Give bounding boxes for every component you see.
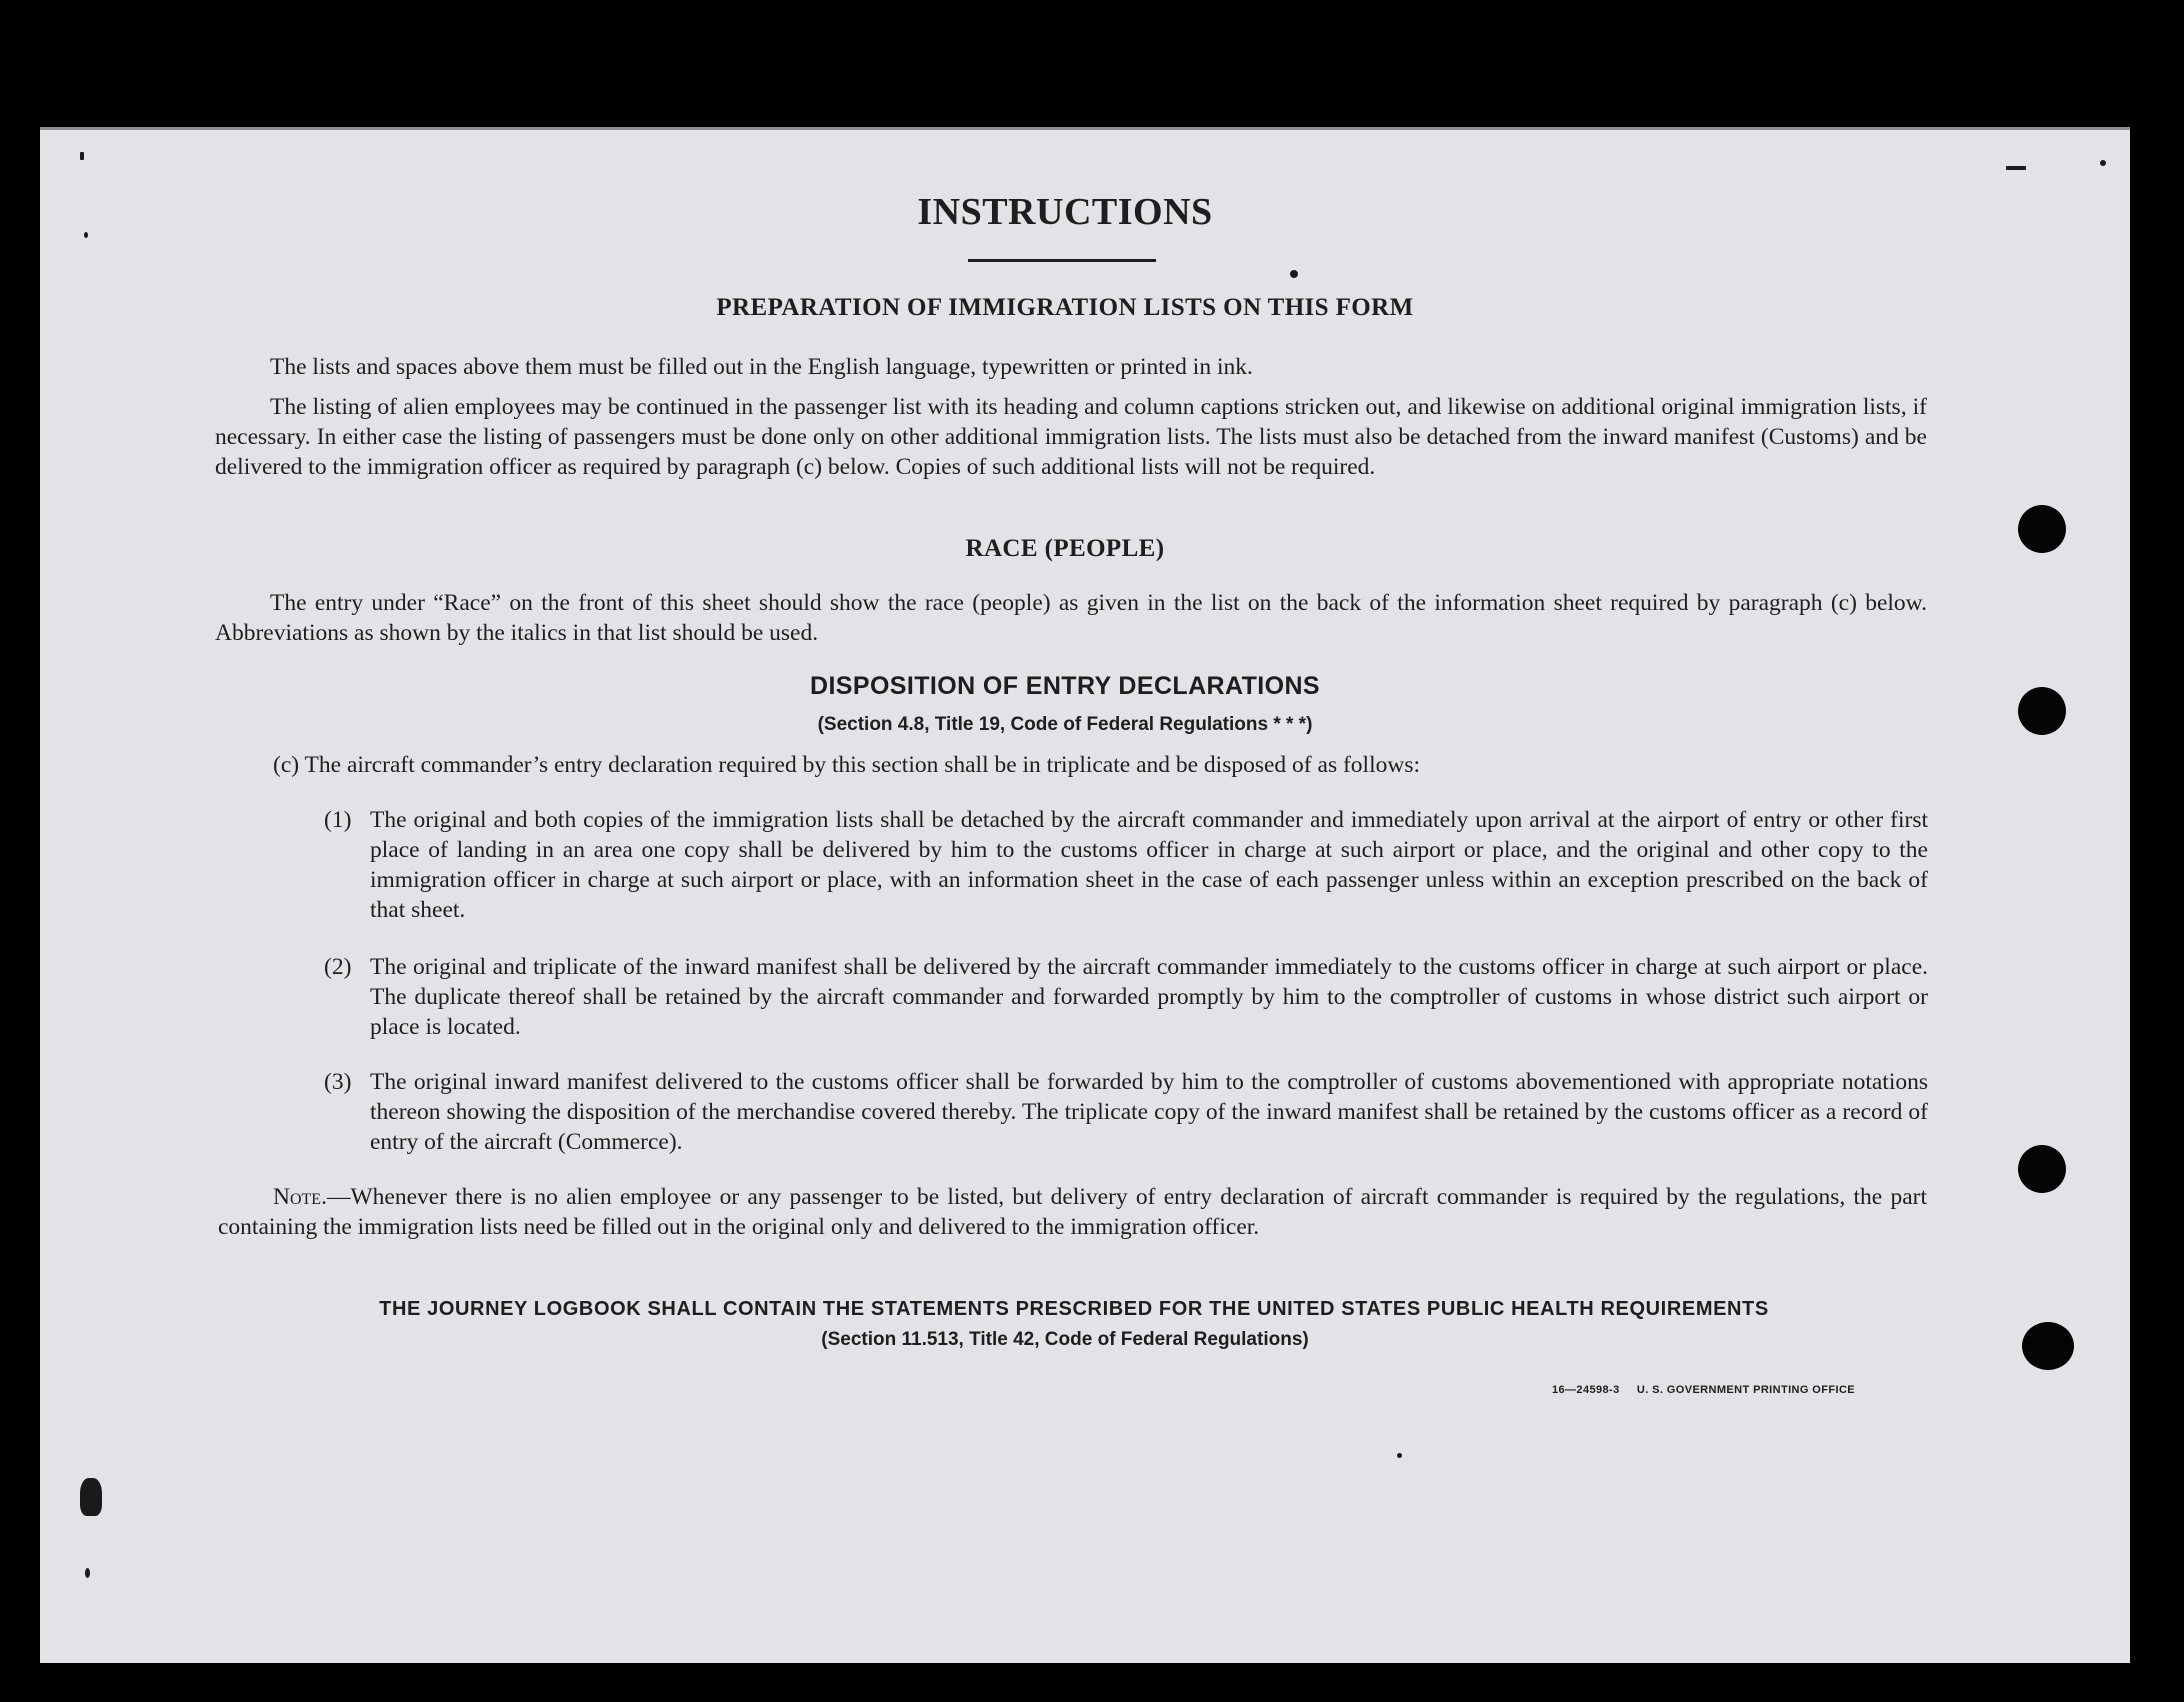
item-number-1: (1)	[324, 807, 352, 833]
page-title: INSTRUCTIONS	[917, 191, 1213, 233]
punch-hole-1	[2018, 505, 2066, 553]
ink-speck	[80, 152, 84, 160]
item-text-3	[370, 1067, 1928, 1157]
punch-hole-4	[2022, 1322, 2074, 1370]
punch-hole-3	[2018, 1145, 2066, 1193]
note-label: Note.	[273, 1184, 327, 1210]
race-paragraph: The entry under “Race” on the front of this sheet should show the race (people) as given in the list on the back of the information sheet required by paragraph (c) below. Abbreviations as shown by the italics in that list should be used.	[215, 590, 1927, 646]
item-text-1-content: The original and both copies of the immigration lists shall be detached by the aircraft commander and immediately upon arrival at the airport of entry or other first place of landing in an area one copy shall be delivered by him to the customs officer in charge at such airport or place, and the original and other copy to the immigration officer in charge at such airport or place, with an information sheet in the case of each passenger unless within an exception prescribed on the back of that sheet.	[370, 807, 1928, 923]
footer-statement: THE JOURNEY LOGBOOK SHALL CONTAIN THE STATEMENTS PRESCRIBED FOR THE UNITED STATES PUBLIC HEALTH REQUIREMENTS	[379, 1298, 1769, 1320]
footer-citation: (Section 11.513, Title 42, Code of Federal Regulations)	[821, 1329, 1309, 1350]
ink-speck	[85, 1568, 90, 1578]
punch-hole-2	[2018, 687, 2066, 735]
item-number-3: (3)	[324, 1069, 352, 1095]
section-heading-disposition: DISPOSITION OF ENTRY DECLARATIONS	[810, 672, 1320, 700]
ink-speck	[2100, 160, 2106, 166]
item-number-2: (2)	[324, 954, 352, 980]
note-text: —Whenever there is no alien employee or any passenger to be listed, but delivery of entry declaration of aircraft commander is required by the regulations, the part containing the immigration lists need be filled out in the original only and delivered to the immigration officer.	[218, 1184, 1927, 1240]
title-underline	[968, 259, 1156, 262]
margin-mark	[80, 1478, 102, 1516]
item-text-2	[370, 952, 1928, 1042]
item-text-1	[370, 805, 1928, 925]
section-heading-preparation: PREPARATION OF IMMIGRATION LISTS ON THIS FORM	[716, 294, 1414, 321]
item-text-2-content: The original and triplicate of the inward manifest shall be delivered by the aircraft commander immediately to the customs officer in charge at such airport or place. The duplicate thereof shall be retained by the aircraft commander and forwarded promptly by him to the comptroller of customs in whose district such airport or place is located.	[370, 954, 1928, 1040]
note-paragraph	[218, 1182, 1927, 1242]
printing-office-code: 16—24598-3 U. S. GOVERNMENT PRINTING OFFICE	[1552, 1384, 1856, 1396]
ink-speck	[1290, 270, 1298, 278]
ink-speck	[1397, 1453, 1402, 1458]
preparation-paragraph-1: The lists and spaces above them must be filled out in the English language, typewritten or printed in ink.	[270, 354, 1253, 380]
item-text-3-content: The original inward manifest delivered to the customs officer shall be forwarded by him to the comptroller of customs abovementioned with appropriate notations thereon showing the disposition of the merchandise covered thereby. The triplicate copy of the inward manifest shall be retained by the customs officer as a record of entry of the aircraft (Commerce).	[370, 1069, 1928, 1155]
ink-speck	[84, 232, 88, 238]
section-heading-race: RACE (PEOPLE)	[965, 535, 1165, 562]
disposition-intro: (c) The aircraft commander’s entry declaration required by this section shall be in triplicate and be disposed of as follows:	[273, 752, 1420, 778]
ink-speck	[2006, 166, 2026, 170]
disposition-citation: (Section 4.8, Title 19, Code of Federal Regulations * * *)	[817, 714, 1313, 735]
preparation-paragraph-2: The listing of alien employees may be continued in the passenger list with its heading and column captions stricken out, and likewise on additional original immigration lists, if necessary. In either case the listing of passengers must be done only on other additional immigration lists. The lists must also be detached from the inward manifest (Customs) and be delivered to the immigration officer as required by paragraph (c) below. Copies of such additional lists will not be required.	[215, 394, 1927, 480]
